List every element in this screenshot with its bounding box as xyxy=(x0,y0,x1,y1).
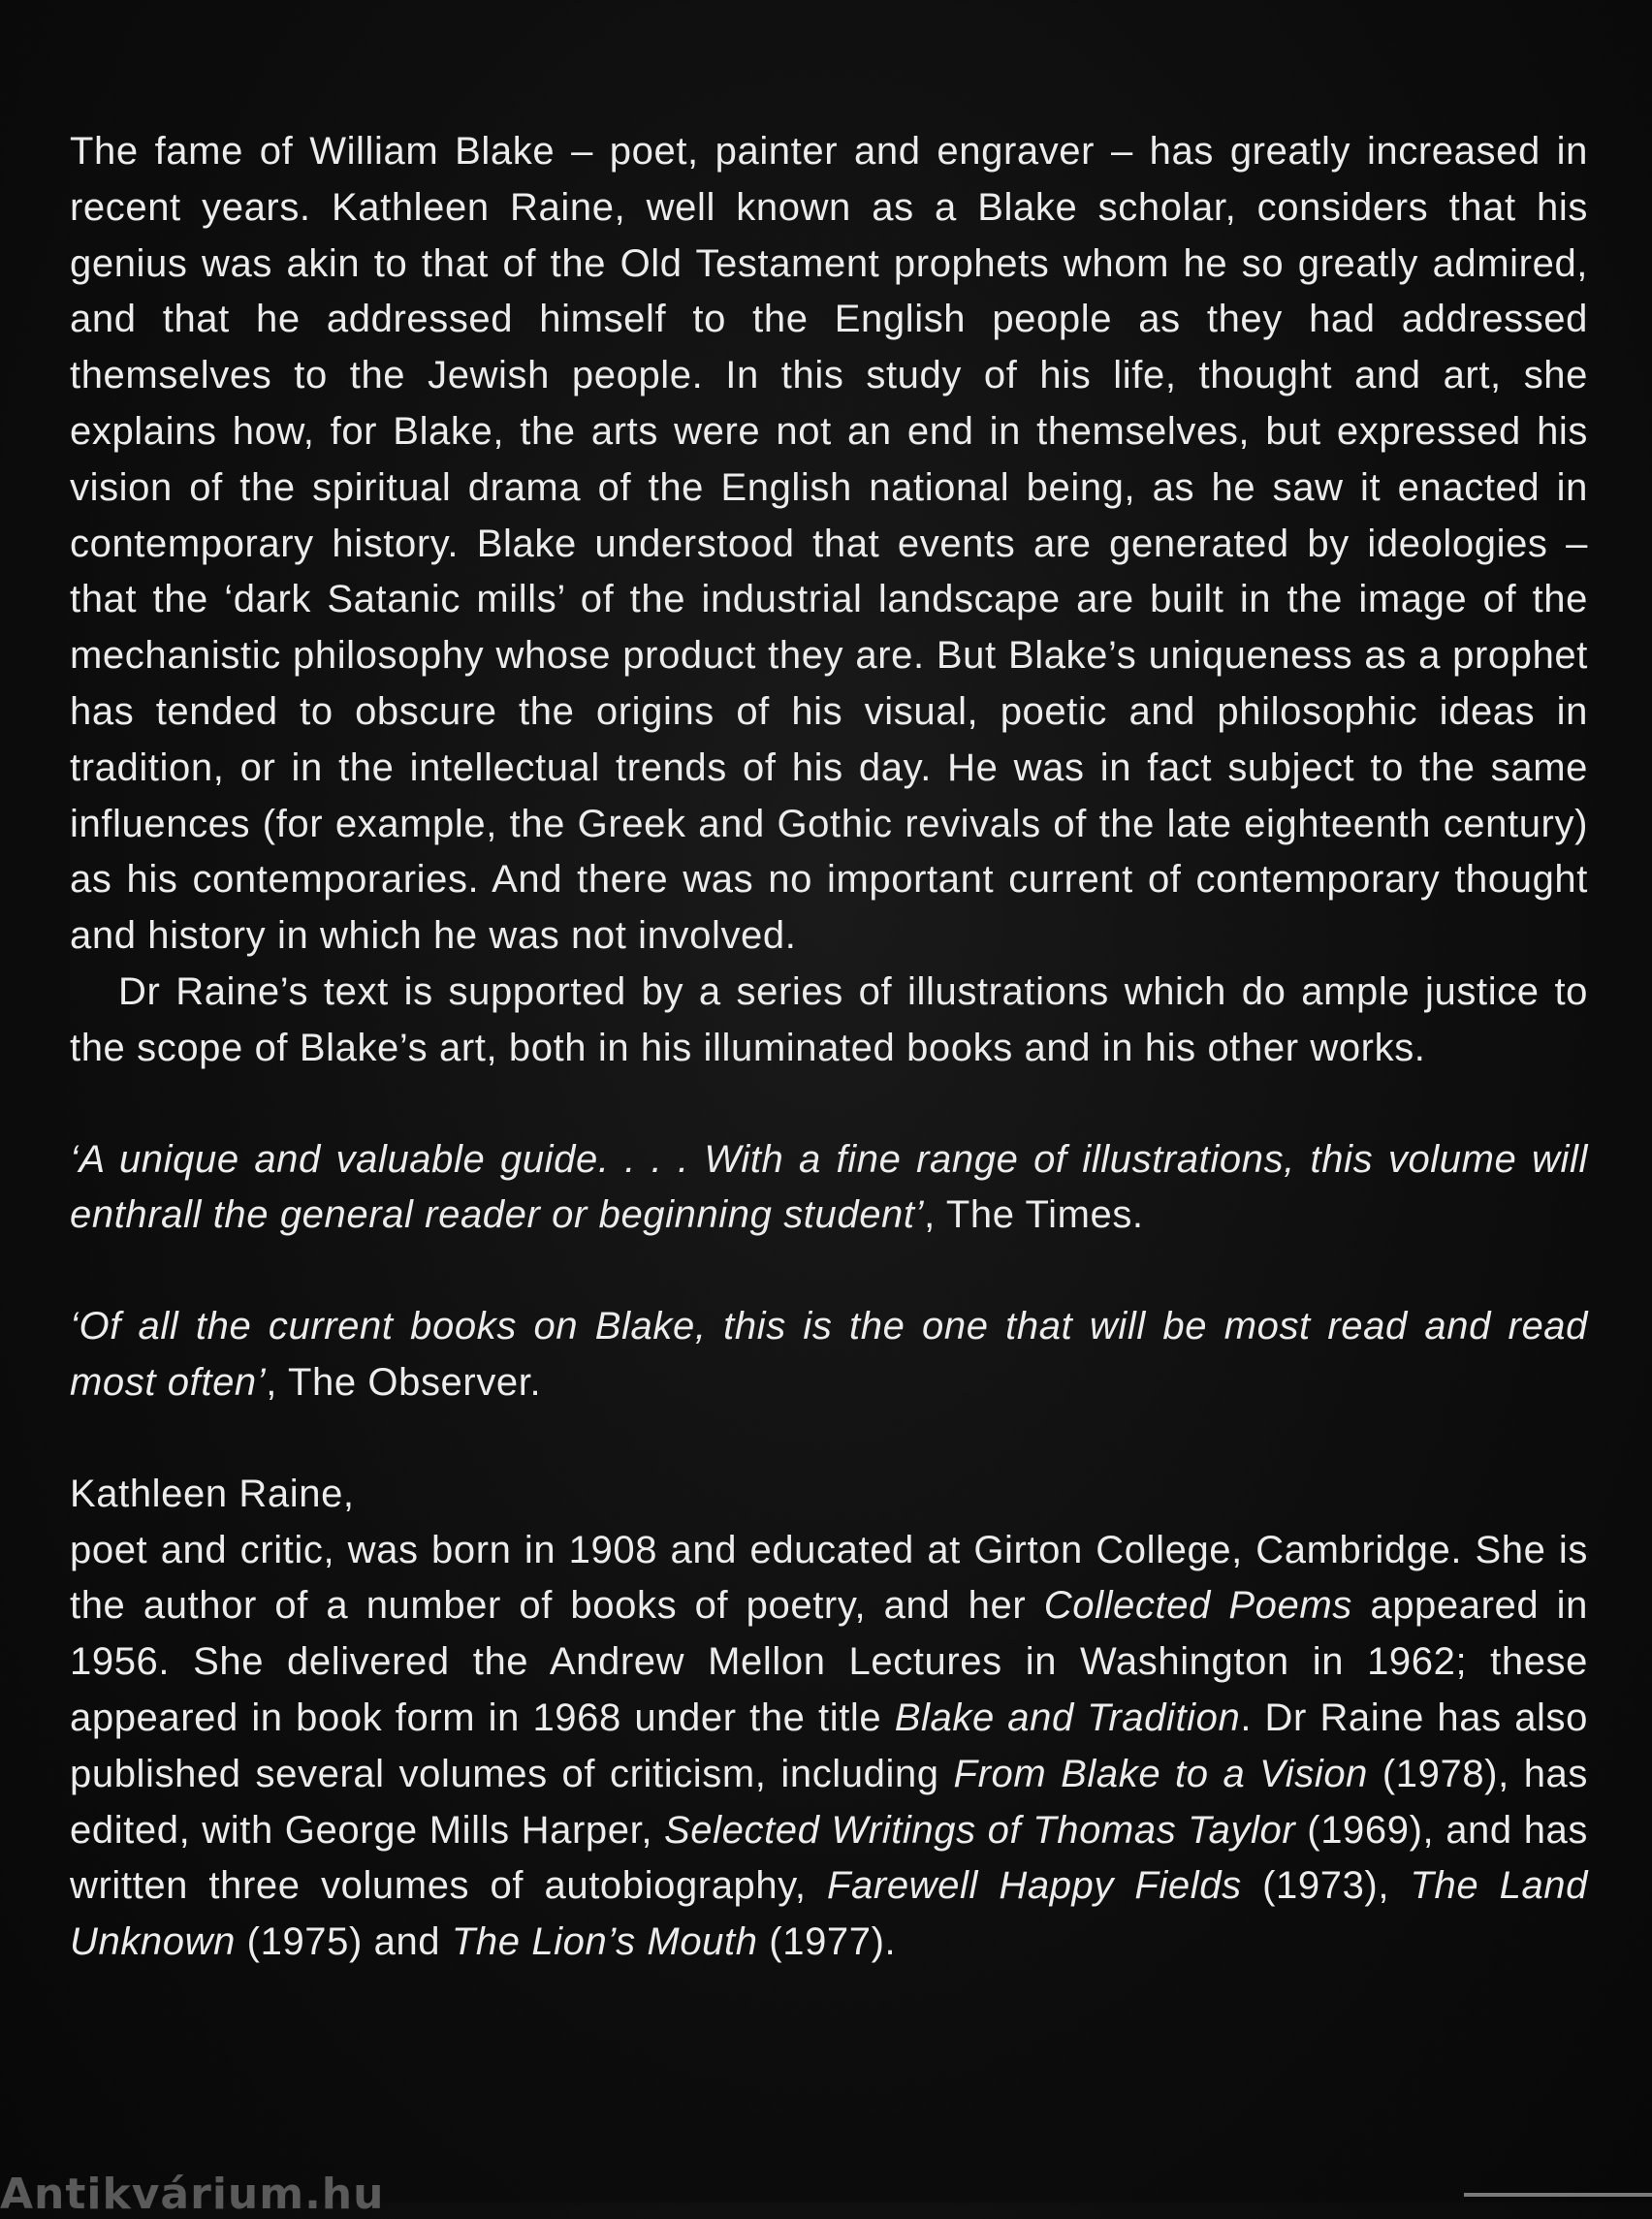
book-title: From Blake to a Vision xyxy=(953,1752,1369,1795)
watermark: Antikvárium.hu xyxy=(0,2170,385,2219)
illustrations-paragraph: Dr Raine’s text is supported by a series of illustrations which do ample justice to the scope of Blake’s art, both in his illuminated books and in his other works. xyxy=(70,969,1588,1069)
book-title: Farewell Happy Fields xyxy=(827,1864,1242,1908)
author-bio xyxy=(70,1523,1588,1971)
author-name: Kathleen Raine, xyxy=(70,1472,355,1515)
quote-source: , The Times. xyxy=(924,1193,1144,1237)
bio-text: . Dr Raine has also published several volumes of criticism, including xyxy=(70,1696,1588,1795)
intro-paragraph: The fame of William Blake – poet, painter and engraver – has greatly increased in recent years. Kathleen Raine, well known as a Blake scholar, considers that his genius was akin to that of the Old Testament prophets whom he so greatly admired, and that he addressed himself to the English people as they had addressed themselves to the Jewish people. In this study of his life, thought and art, she explains how, for Blake, the arts were not an end in themselves, but expressed his vision of the spiritual drama of the English national being, as he saw it enacted in contemporary history. Blake understood that events are generated by ideologies – that the ‘dark Satanic mills’ of the industrial landscape are built in the image of the mechanistic philosophy whose product they are. But Blake’s uniqueness as a prophet has tended to obscure the origins of his visual, poetic and philosophic ideas in tradition, or in the intellectual trends of his day. He was in fact subject to the same influences (for example, the Greek and Gothic revivals of the late eighteenth century) as his contemporaries. And there was no important current of contemporary thought and history in which he was not involved. xyxy=(70,130,1588,958)
review-quote-times xyxy=(70,1132,1588,1245)
bio-text: poet and critic, was born in 1908 and educated at Girton College, Cambridge. She is the author of a number of books of poetry, and her xyxy=(70,1528,1588,1628)
bottom-edge-line xyxy=(1464,2193,1652,2197)
book-title: Selected Writings of Thomas Taylor xyxy=(664,1808,1296,1852)
bio-text: (1977). xyxy=(757,1920,897,1964)
bio-text: (1975) and xyxy=(235,1920,452,1964)
book-title: The Land Unknown xyxy=(70,1864,1589,1964)
back-cover-text xyxy=(70,124,1588,1971)
bio-text: (1973), xyxy=(1241,1864,1411,1908)
quote-text: ‘Of all the current books on Blake, this is the one that will be most read and read most often’ xyxy=(70,1305,1588,1404)
book-title: Collected Poems xyxy=(1043,1584,1352,1628)
book-title: The Lion’s Mouth xyxy=(451,1920,758,1964)
review-quote-observer xyxy=(70,1299,1588,1411)
quote-source: , The Observer. xyxy=(266,1360,542,1404)
quote-text: ‘A unique and valuable guide. . . . With a fine range of illustrations, this volume will enthrall the general reader or beginning student’ xyxy=(70,1137,1588,1237)
bio-text: (1978), has edited, with George Mills Harper, xyxy=(70,1752,1588,1852)
bio-text: (1969), and has written three volumes of autobiography, xyxy=(70,1808,1588,1908)
bio-text: appeared in 1956. She delivered the Andrew Mellon Lectures in Washington in 1962; these appeared in book form in 1968 under the title xyxy=(70,1584,1588,1739)
book-title: Blake and Tradition xyxy=(894,1696,1241,1739)
